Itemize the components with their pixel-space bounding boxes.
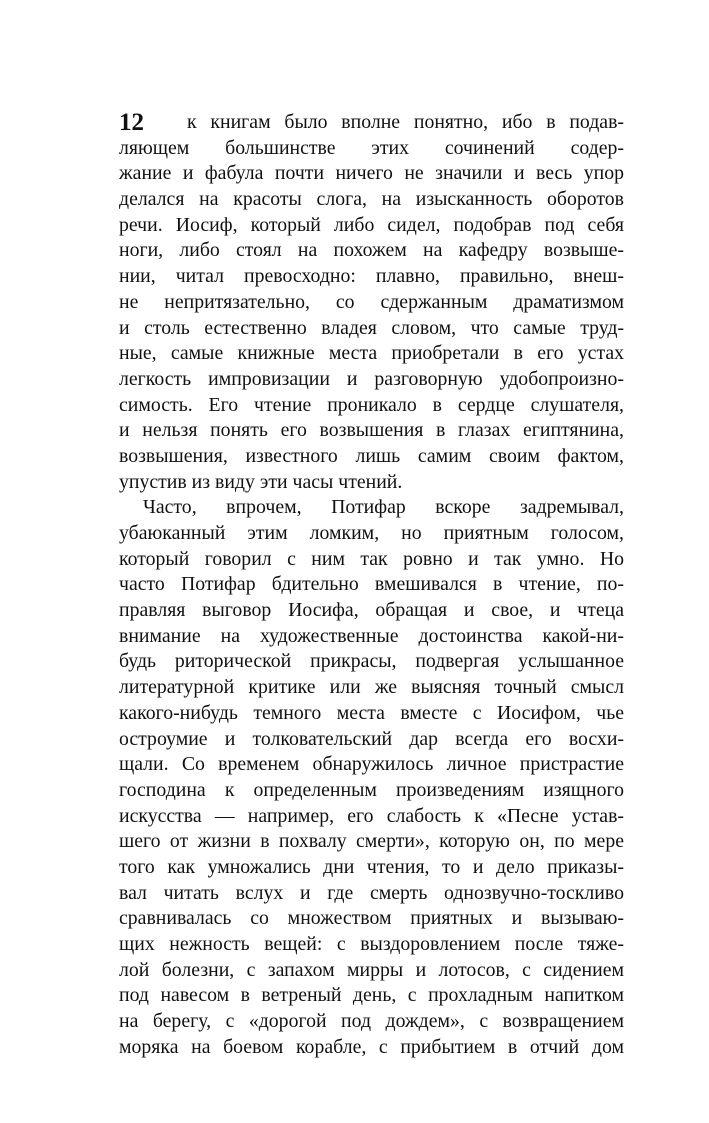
- text-line: щих нежность вещей: с выздоровлением после тяже-: [119, 933, 624, 955]
- text-line: внимание на художественные достоинства какой-ни-: [119, 624, 624, 647]
- text-line: будь риторической прикрасы, подвергая услышанное: [119, 650, 624, 673]
- text-line: под навесом в ветреный день, с прохладным напитком: [119, 984, 624, 1007]
- text-line: жание и фабула почти ничего не значили и весь упор: [119, 162, 624, 185]
- paragraph: [119, 110, 624, 495]
- text-line: моряка на боевом корабле, с прибытием в отчий дом: [119, 1035, 624, 1058]
- text-line: ные, самые книжные места приобретали в его устах: [119, 342, 624, 365]
- text-line: который говорил с ним так ровно и так умно. Но: [119, 547, 624, 570]
- text-line: делался на красоты слога, на изысканность оборотов: [119, 188, 624, 211]
- text-line: искусства — например, его слабость к «Песне устав-: [119, 804, 624, 827]
- text-line: на берегу, с «дорогой под дождем», с возвращением: [119, 1010, 624, 1033]
- text-line: и нельзя понять его возвышения в глазах египтянина,: [119, 419, 624, 442]
- text-line: господина к определенным произведениям изящного: [119, 778, 624, 801]
- text-line: вал читать вслух и где смерть однозвучно-тоскливо: [119, 881, 624, 904]
- page-text: [119, 110, 624, 1060]
- book-page: [119, 110, 624, 1060]
- text-line: шего от жизни в похвалу смерти», которую он, по мере: [119, 830, 624, 853]
- text-line: остроумие и толковательский дар всегда его восхи-: [119, 727, 624, 750]
- text-line: часто Потифар бдительно вмешивался в чтение, по-: [119, 573, 624, 596]
- text-line: щали. Со временем обнаружилось личное пристрастие: [119, 753, 624, 776]
- text-line: лой болезни, с запахом мирры и лотосов, с сидением: [119, 958, 624, 981]
- text-line: Часто, впрочем, Потифар вскоре задремывал,: [143, 496, 624, 519]
- text-line: легкость импровизации и разговорную удобопроизно-: [119, 367, 624, 390]
- text-line: не непритязательно, со сдержанным драматизмом: [119, 290, 624, 313]
- text-line: того как умножались дни чтения, то и дело приказы-: [119, 855, 624, 878]
- paragraph: [119, 495, 624, 1060]
- text-line: сравнивалась со множеством приятных и вызываю-: [119, 907, 624, 930]
- text-line: литературной критике или же выясняя точный смысл: [119, 676, 624, 699]
- text-line: какого-нибудь темного места вместе с Иосифом, чье: [119, 701, 624, 724]
- text-line: возвышения, известного лишь самим своим фактом,: [119, 444, 624, 467]
- text-line: нии, читал превосходно: плавно, правильно, внеш-: [119, 265, 624, 288]
- text-line: речи. Иосиф, который либо сидел, подобрав под себя: [119, 213, 624, 236]
- text-line: убаюканный этим ломким, но приятным голосом,: [119, 522, 624, 544]
- text-line: к книгам было вполне понятно, ибо в подав-: [187, 111, 624, 133]
- text-line: симость. Его чтение проникало в сердце слушателя,: [119, 393, 624, 416]
- text-line: и столь естественно владея словом, что самые труд-: [119, 316, 624, 339]
- text-line: упустив из виду эти часы чтений.: [119, 470, 403, 493]
- text-line: правляя выговор Иосифа, обращая и свое, и чтеца: [119, 599, 624, 622]
- text-line: ляющем большинстве этих сочинений содер-: [119, 136, 624, 159]
- page-number: 12: [119, 109, 144, 136]
- text-line: ноги, либо стоял на похожем на кафедру возвыше-: [119, 239, 624, 262]
